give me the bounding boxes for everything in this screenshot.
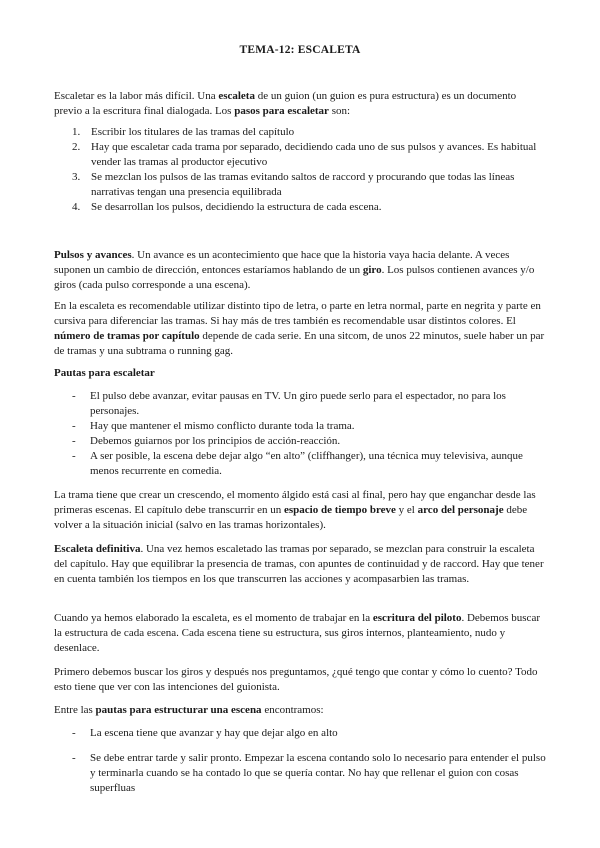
definitiva-paragraph: Escaleta definitiva. Una vez hemos escaletado las tramas por separado, se mezclan para construir la escaleta del capítulo. Hay que equilibrar la presencia de tramas, con apuntes de continuidad y de raccord. Hay que tener en cuenta también los tiempos en los que transcurren las acciones y acompasarbien las tramas. [54,543,544,585]
escena-pautas-list [54,726,546,796]
list-item: - El pulso debe avanzar, evitar pausas en TV. Un giro puede serlo para el espectador, no para los personajes. [72,390,506,417]
page-title: TEMA-12: ESCALETA [239,44,361,56]
pautas-heading: Pautas para escaletar [54,367,155,379]
list-item: - La escena tiene que avanzar y hay que dejar algo en alto [72,727,338,739]
list-item: - Hay que mantener el mismo conflicto durante toda la trama. [72,420,355,432]
list-item: - Debemos guiarnos por los principios de acción-reacción. [72,435,341,447]
intro-paragraph: Escaletar es la labor más difícil. Una escaleta de un guion (un guion es pura estructura) es un documento previo a la escritura final dialogada. Los pasos para escaletar son: [54,90,517,117]
giros-paragraph: Primero debemos buscar los giros y después nos preguntamos, ¿qué tengo que contar y cómo lo cuento? Todo esto tiene que ver con las intenciones del guionista. [54,666,538,693]
pulsos-paragraph: Pulsos y avances. Un avance es un acontecimiento que hace que la historia vaya hacia delante. A veces suponen un cambio de dirección, entonces estaríamos hablando de un giro. Los pulsos contienen avances y/o giros (cada pulso corresponde a una escena). [54,249,535,291]
list-item: 4. Se desarrollan los pulsos, decidiendo la estructura de cada escena. [72,201,382,213]
trama-paragraph: La trama tiene que crear un crescendo, el momento álgido está casi al final, pero hay que enganchar desde las primeras escenas. El capítulo debe transcurrir en un espacio de tiempo breve y el arco del personaje debe volver a la situación inicial (salvo en las tramas horizontales). [54,489,536,531]
list-item: 1. Escribir los titulares de las tramas del capítulo [72,126,295,138]
escaleta-tip-paragraph: En la escaleta es recomendable utilizar distinto tipo de letra, o parte en letra normal, parte en negrita y parte en cursiva para diferenciar las tramas. Si hay más de tres también es recomendable usar distintos colores. El número de tramas por capítulo depende de cada serie. En una sitcom, de unos 22 minutos, suele haber un par de tramas y una subtrama o running gag. [54,300,545,357]
list-item: - Se debe entrar tarde y salir pronto. Empezar la escena contando solo lo necesario para entender el pulso y terminarla cuando se ha contado lo que se quería contar. No hay que rellenar el guion con cosas superfluas [72,752,546,794]
list-item: - A ser posible, la escena debe dejar algo “en alto” (cliffhanger), una técnica muy televisiva, aunque menos recurrente en comedia. [72,450,523,477]
steps-list [54,125,546,215]
list-item: 3. Se mezclan los pulsos de las tramas evitando saltos de raccord y procurando que todas las líneas narrativas tengan una presencia equilibrada [72,171,515,198]
list-item: 2. Hay que escaletar cada trama por separado, decidiendo cada uno de sus pulsos y avances. Es habitual vender las tramas al productor ejecutivo [72,141,537,168]
entre-paragraph: Entre las pautas para estructurar una escena encontramos: [54,704,324,716]
pautas-list [54,389,546,479]
piloto-paragraph: Cuando ya hemos elaborado la escaleta, es el momento de trabajar en la escritura del piloto. Debemos buscar la estructura de cada escena. Cada escena tiene su estructura, sus giros internos, planteamiento, nudo y desenlace. [54,612,540,654]
